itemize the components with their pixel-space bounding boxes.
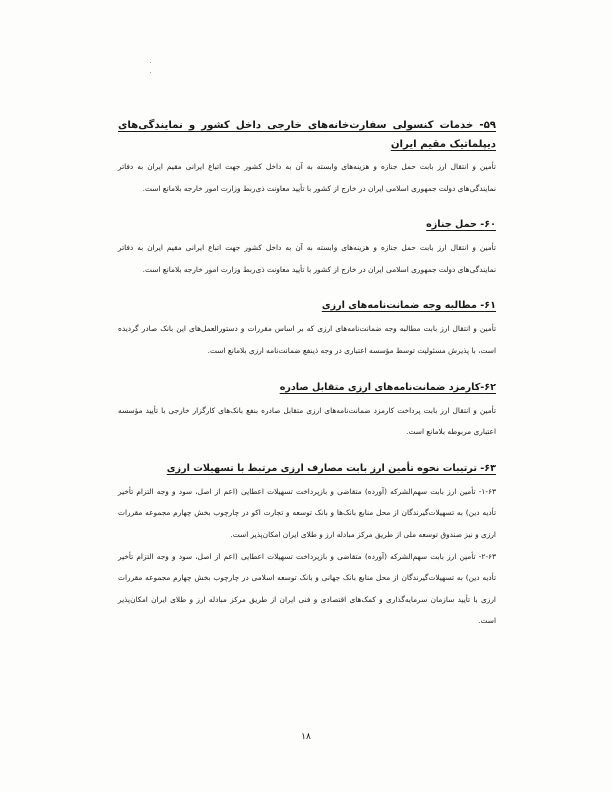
scan-speck [150,62,151,63]
section-paragraph: ۱-۶۳- تأمین ارز بابت سهم‌الشرکه (آورده) متقاضی و بازپرداخت تسهیلات اعطایی (اعم از اصل، سود و وجه التزام تأخیر تأدیه دین) به تسهیلات‌گیرندگان از محل منابع بانک‌ها و بانک توسعه و تجارت اکو در چارچوب بخش چهارم مجموعه مقررات ارزی و نیز صندوق توسعه ملی از طریق مرکز مبادله ارز و طلای ایران امکان‌پذیر است. [118,486,496,539]
document-body [118,116,496,650]
section-heading: ۶۱- مطالبه وجه ضمانت‌نامه‌های ارزی [321,300,496,312]
section-paragraph: تأمین و انتقال ارز بابت حمل جنازه و هزینه‌های وابسته به آن به داخل کشور جهت اتباع ایرانی مقیم ایران به دفاتر نمایندگی‌های دولت جمهوری اسلامی ایران در خارج از کشور با تأیید معاونت ذی‌ربط وزارت امور خارجه بلامانع است. [118,162,496,193]
section-heading: ۶۲-کارمزد ضمانت‌نامه‌های ارزی متقابل صادره [279,381,496,393]
section-60 [118,217,496,280]
section-paragraph: تأمین و انتقال ارز بابت پرداخت کارمزد ضمانت‌نامه‌های ارزی متقابل صادره بنفع بانک‌های کارگزار خارجی با تأیید مؤسسه اعتباری مربوطه بلامانع است. [118,405,496,437]
section-paragraph: تأمین و انتقال ارز بابت حمل جنازه و هزینه‌های وابسته به آن به داخل کشور جهت اتباع ایرانی مقیم ایران به دفاتر نمایندگی‌های دولت جمهوری اسلامی ایران در خارج از کشور با تأیید معاونت ذی‌ربط وزارت امور خارجه بلامانع است. [118,243,496,274]
section-63 [118,461,496,632]
section-61 [118,298,496,361]
section-59 [118,116,496,199]
section-62 [118,380,496,443]
page-number: ۱۸ [301,732,311,742]
section-heading: ۶۰- حمل جنازه [426,219,496,231]
section-paragraph: تأمین و انتقال ارز بابت مطالبه وجه ضمانت‌نامه‌های ارزی که بر اساس مقررات و دستورالعمل‌های این بانک صادر گردیده است، با پذیرش مسئولیت توسط مؤسسه اعتباری در وجه ذینفع ضمانت‌نامه ارزی بلامانع است. [118,324,496,355]
section-heading: ۵۹- خدمات کنسولی سفارت‌خانه‌های خارجی داخل کشور و نمایندگی‌های دیپلماتیک مقیم ایران [118,120,496,150]
section-paragraph: ۲-۶۳- تأمین ارز بابت سهم‌الشرکه (آورده) متقاضی و بازپرداخت تسهیلات اعطایی (اعم از اصل، سود و وجه التزام تأخیر تأدیه دین) به تسهیلات‌گیرندگان از محل منابع بانک جهانی و بانک توسعه اسلامی در چارچوب بخش چهارم مجموعه مقررات ارزی با تأیید سازمان سرمایه‌گذاری و کمک‌های اقتصادی و فنی ایران از طریق مرکز مبادله ارز و طلای ایران امکان‌پذیر است. [118,551,496,626]
scan-speck [150,72,151,73]
section-heading: ۶۳- ترتیبات نحوه تأمین ارز بابت مصارف ارزی مرتبط با تسهیلات ارزی [166,462,496,474]
